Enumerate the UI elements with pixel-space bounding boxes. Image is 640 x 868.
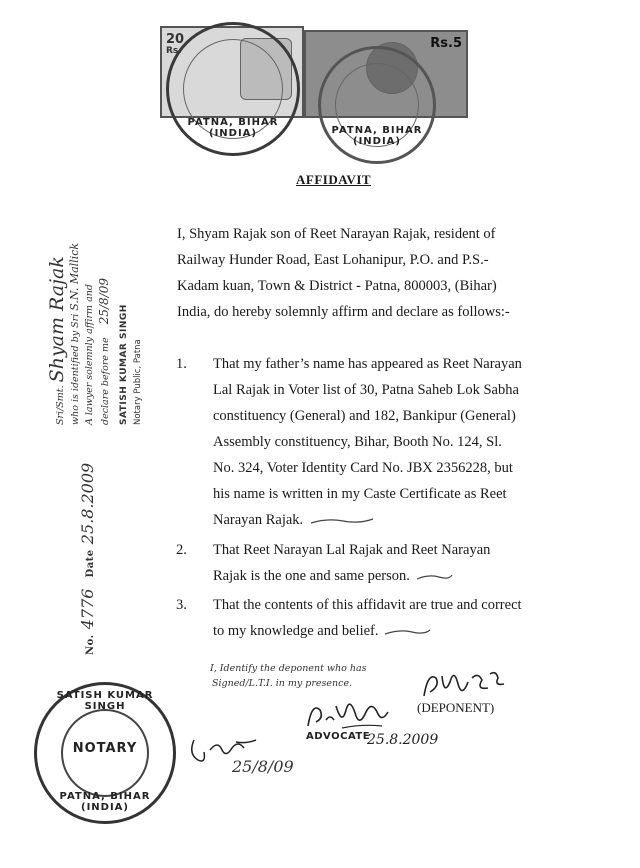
declaration-item <box>176 351 526 533</box>
registration-entry <box>78 455 118 655</box>
notary-date: 25/8/09 <box>232 757 294 776</box>
registration-prefix: No. <box>85 634 96 655</box>
deponent-label: (DEPONENT) <box>417 700 495 715</box>
declaration-list <box>176 351 526 645</box>
document-title: AFFIDAVIT <box>296 172 372 187</box>
notary-round-seal <box>166 22 300 156</box>
line-end-squiggle-icon <box>382 627 432 637</box>
margin-line: who is identified by Sri S.N. Mallick <box>68 242 81 425</box>
deponent-signature <box>414 668 508 702</box>
intro-line: I, Shyam Rajak son of Reet Narayan Rajak, resident of <box>177 226 496 242</box>
margin-attestation <box>46 205 160 425</box>
seal-ring-text-2: PATNA, BIHAR (INDIA) <box>331 125 423 147</box>
margin-line: Sri/Smt. Shyam Rajak <box>46 256 68 425</box>
notary-office: Notary Public, Patna <box>133 339 143 425</box>
line-end-squiggle-icon <box>414 572 454 582</box>
intro-line: India, do hereby solemnly affirm and declare as follows:- <box>177 304 510 320</box>
item-line-text: to my knowledge and belief. <box>213 623 379 639</box>
declaration-item <box>176 537 526 589</box>
item-line-last <box>213 507 526 533</box>
item-line: Lal Rajak in Voter list of 30, Patna Saheb Lok Sabha <box>213 382 519 398</box>
item-line-last <box>213 563 526 589</box>
item-line-text: Rajak is the one and same person. <box>213 568 410 584</box>
item-line: constituency (General) and 182, Bankipur (General) <box>213 408 516 424</box>
identification-line: Signed/L.T.I. in my presence. <box>212 678 353 689</box>
line-end-squiggle-icon <box>307 516 377 526</box>
intro-line: Kadam kuan, Town & District - Patna, 800003, (Bihar) <box>177 278 497 294</box>
identification-note <box>210 661 367 691</box>
item-line: No. 324, Voter Identity Card No. JBX 2356228, but <box>213 460 513 476</box>
notary-seal-name: SATISH KUMAR SINGH <box>56 690 154 712</box>
registration-date-label: Date <box>85 549 96 578</box>
registration-number: 4776 <box>78 588 97 630</box>
item-line: That Reet Narayan Lal Rajak and Reet Narayan <box>213 542 491 558</box>
item-line: That my father’s name has appeared as Reet Narayan <box>213 356 522 372</box>
notary-round-seal-2 <box>318 46 436 164</box>
registration-date: 25.8.2009 <box>78 462 97 545</box>
item-number: 3. <box>176 597 187 613</box>
intro-paragraph <box>177 221 522 325</box>
item-line: That the contents of this affidavit are true and correct <box>213 597 522 613</box>
advocate-date: 25.8.2009 <box>367 732 439 748</box>
margin-line: A lawyer solemnly affirm and <box>84 284 95 425</box>
item-line-last <box>213 618 526 644</box>
stamp-denomination-2: Rs.5 <box>430 36 462 51</box>
item-number: 2. <box>176 542 187 558</box>
seal-ring-text: PATNA, BIHAR (INDIA) <box>187 117 279 139</box>
item-number: 1. <box>176 356 187 372</box>
notary-seal <box>34 682 176 824</box>
stamp-currency: Rs. <box>166 46 182 56</box>
stamp-denomination: 20 <box>166 32 185 47</box>
notary-seal-center: NOTARY <box>72 741 138 756</box>
notary-name: SATISH KUMAR SINGH <box>119 304 129 425</box>
identification-line: I, Identify the deponent who has <box>210 663 367 674</box>
item-line: his name is written in my Caste Certificate as Reet <box>213 486 507 502</box>
deponent-handwritten-name: Shyam Rajak <box>46 256 68 383</box>
advocate-label: ADVOCATE <box>306 731 371 742</box>
margin-line: declare before me 25/8/09 <box>97 278 111 425</box>
advocate-signature <box>302 696 398 734</box>
item-line-text: Narayan Rajak. <box>213 512 304 528</box>
margin-date: 25/8/09 <box>97 278 111 325</box>
item-line: Assembly constituency, Bihar, Booth No. 124, Sl. <box>213 434 502 450</box>
notary-seal-place: PATNA, BIHAR (INDIA) <box>59 791 151 813</box>
intro-line: Railway Hunder Road, East Lohanipur, P.O. and P.S.- <box>177 252 489 268</box>
identifier-handwritten-name: S.N. Mallick <box>68 242 81 311</box>
declaration-item <box>176 592 526 644</box>
